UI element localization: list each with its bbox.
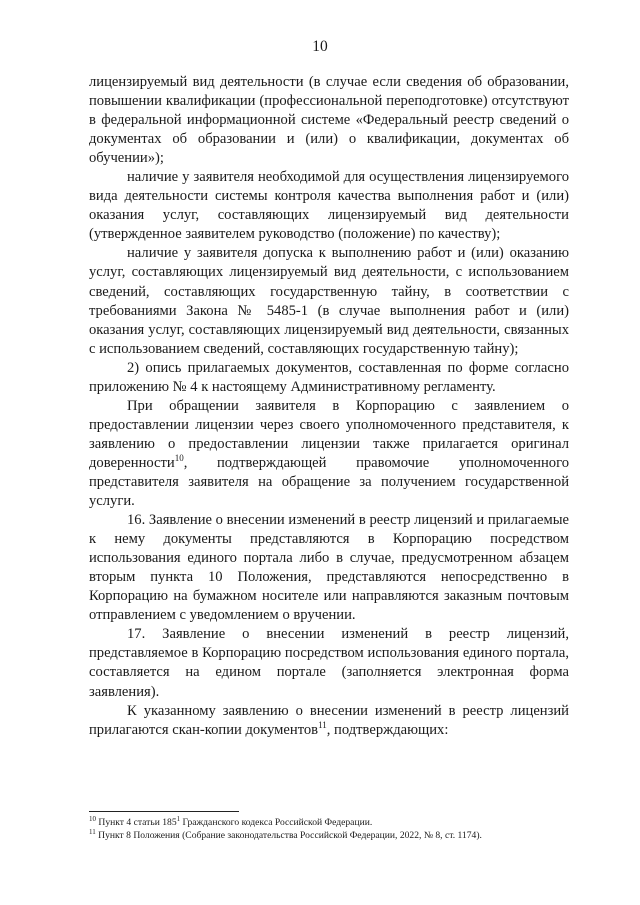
paragraph: 16. Заявление о внесении изменений в реестр лицензий и прилагаемые к нему документы представляются в Корпорацию посредством использования единого портала либо в случае, предусмотренном абзацем вторым пункта 10 Положения, представляются непосредственно в Корпорацию на бумажном носителе или направляются заказным почтовым отправлением с уведомлением о вручении. [89,512,569,624]
footnote-separator [89,811,239,812]
body-text [89,73,569,740]
footnote-reference: 10 [174,453,184,464]
paragraph-text: , подтверждающей правомочие уполномоченного представителя заявителя на обращение за получением государственной услуги. [89,454,569,510]
footnote-text: Пункт 4 статьи 185 [96,817,177,828]
footnote [89,814,569,830]
paragraph: лицензируемый вид деятельности (в случае если сведения об образовании, повышении квалификации (профессиональной переподготовке) отсутствуют в федеральной информационной системе «Федеральный реестр сведений о документах об образовании и (или) о квалификации, документах об обучении»); [89,74,569,167]
paragraph-text: , подтверждающих: [326,721,449,738]
paragraph-text: При обращении заявителя в Корпорацию с заявлением о предоставлении лицензии через своего уполномоченного представителя, к заявлению о предоставлении лицензии также прилагается оригинал доверенности [89,397,569,471]
paragraph: 17. Заявление о внесении изменений в реестр лицензий, представляемое в Корпорацию посредством использования единого портала, составляется на едином портале (заполняется электронная форма заявления). [89,626,569,700]
footnote-reference: 11 [318,719,327,730]
page-number: 10 [312,38,328,55]
footnote-text: Гражданского кодекса Российской Федерации. [180,817,373,828]
paragraph: наличие у заявителя необходимой для осуществления лицензируемого вида деятельности системы контроля качества выполнения работ и (или) оказания услуг, составляющих лицензируемый вид деятельности (утвержденное заявителем руководство (положение) по качеству); [89,169,569,243]
footnote [89,827,569,843]
paragraph: 2) опись прилагаемых документов, составленная по форме согласно приложению № 4 к настоящему Административному регламенту. [89,359,569,395]
footnote-mark: 10 [89,814,96,823]
footnote-mark: 11 [89,827,96,836]
footnote-superscript: 1 [176,814,181,823]
paragraph [89,702,569,740]
paragraph: наличие у заявителя допуска к выполнению работ и (или) оказанию услуг, составляющих лицензируемый вид деятельности, с использованием сведений, составляющих государственную тайну, в соответствии с требованиями Закона № 5485-1 (в случае выполнения работ и (или) оказания услуг, составляющих лицензируемый вид деятельности, связанных с использованием сведений, составляющих государственную тайну); [89,245,569,357]
paragraph [89,397,569,511]
paragraph-text: К указанному заявлению о внесении изменений в реестр лицензий прилагаются скан-копии документов [89,702,569,738]
footnote-text: Пункт 8 Положения (Собрание законодательства Российской Федерации, 2022, № 8, ст. 1174). [95,829,482,841]
footnotes [89,814,569,842]
